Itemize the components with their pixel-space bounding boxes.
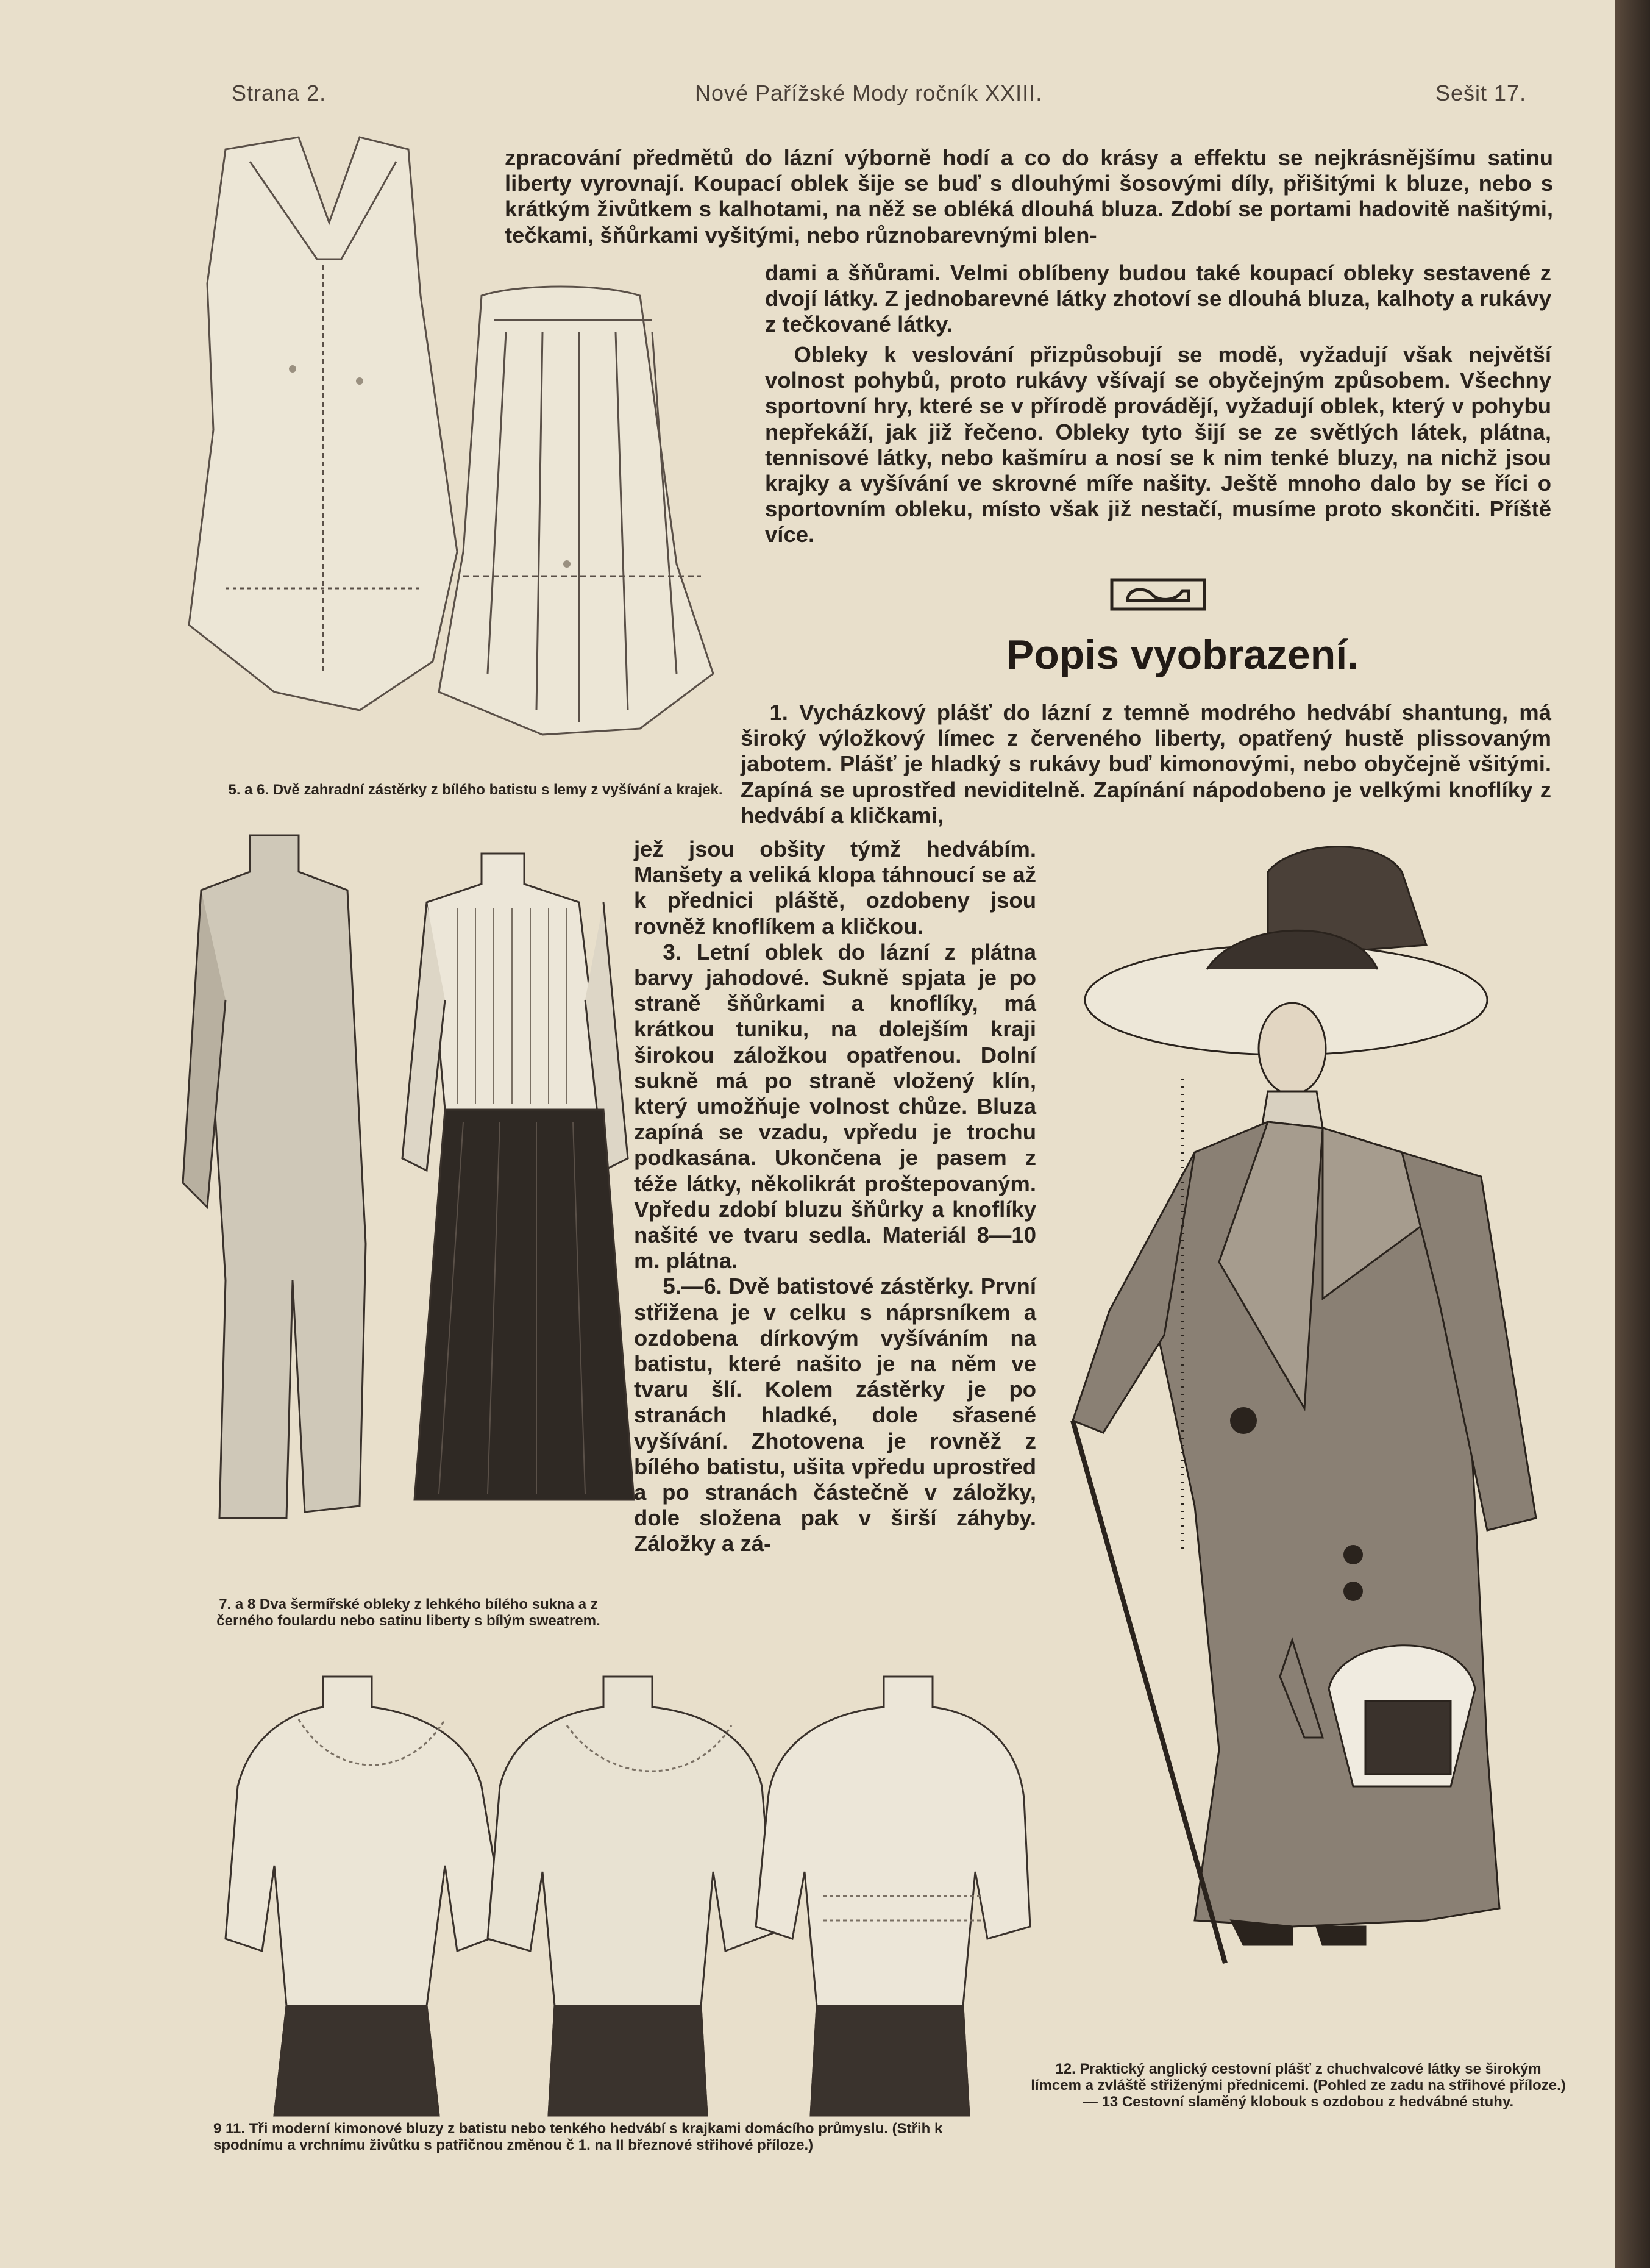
caption-figure-12-13: 12. Praktický anglický cestovní plášť z chuchvalcové látky se širokým límcem a zvláště střiženými přednicemi. (Pohled ze zadu na střihové příloze.) — 13 Cestovní slaměný klobouk s ozdobou z hedvábné stuhy. <box>1031 2061 1566 2110</box>
ornament-icon <box>1109 576 1207 613</box>
caption-figure-7-8: 7. a 8 Dva šermířské obleky z lehkého bílého sukna a z černého foulardu nebo satinu liberty s bílým sweatrem. <box>216 1596 600 1629</box>
figure-fencing-suits-illustration <box>183 817 646 1530</box>
description-column <box>634 836 1036 1557</box>
issue-number: Sešit 17. <box>1435 80 1527 105</box>
page-number: Strana 2. <box>232 80 327 105</box>
figure-aprons-illustration <box>177 125 738 759</box>
figure-travel-coat-illustration <box>1036 835 1585 1963</box>
body-text-narrow: dami a šňůrami. Velmi oblíbeny budou také koupací obleky sestavené z dvojí látky. Z jednobarevné látky zhotoví se dlouhá bluza, kalhoty a rukávy z tečkované látky. <box>765 260 1551 337</box>
description-item-1-cont: jež jsou obšity týmž hedvábím. Manšety a veliká klopa táhnoucí se až k přednici pláště, ozdobeny jsou rovněž knoflíkem a kličkou. <box>634 836 1036 939</box>
magazine-title: Nové Pařížské Mody ročník XXIII. <box>695 80 1043 105</box>
description-item-1: 1. Vycházkový plášť do lázní z temně modrého hedvábí shantung, má široký výložkový límec z červeného liberty, opatřený hustě plissovaným jabotem. Plášť je hladký s rukávy buď kimonovými, nebo obyčejně všitými. Zapíná se uprostřed neviditelně. Zapínání nápodobeno je velkými knoflíky z hedvábí a kličkami, <box>741 700 1551 828</box>
description-item-5-6: 5.—6. Dvě batistové zástěrky. První střižena je v celku s náprsníkem a ozdobena dírkovým vyšíváním na batistu, které našito je na něm ve tvaru šlí. Kolem zástěrky je po stranách hladké, dole sřasené vyšívání. Zhotovena je rovněž z bílého batistu, ušita vpředu uprostřed a po stranách částečně v záložky, dole složena pak v širší záhyby. Záložky a zá- <box>634 1274 1036 1557</box>
section-title: Popis vyobrazení. <box>1006 632 1359 678</box>
body-text-rowing: Obleky k veslování přizpůsobují se modě, vyžadují však největší volnost pohybů, proto rukávy všívají se obyčejným způsobem. Všechny sportovní hry, které se v přírodě provádějí, vyžadují oblek, který v pohybu nepřekáží, jak již řečeno. Obleky tyto šijí se ze světlých látek, plátna, tennisové látky, nebo kašmíru a nosí se k nim tenké bluzy, na nichž jsou krajky a vyšívání ve skrovné míře našity. Ještě mnoho dalo by se říci o sportovním obleku, místo však již nestačí, musíme proto skončiti. Příště více. <box>765 342 1551 547</box>
description-item-3: 3. Letní oblek do lázní z plátna barvy jahodové. Sukně spjata je po straně šňůrkami a knoflíky, má krátkou tuniku, na dolejším kraji širokou záložkou opatřenou. Dolní sukně má po straně vložený klín, který umožňuje volnost chůze. Bluza zapíná se vzadu, vpředu je trochu podkasána. Ukončena je pasem z téže látky, několikrát proštepovaným. Vpředu zdobí bluzu šňůrky a knoflíky našité ve tvaru sedla. Materiál 8—10 m. plátna. <box>634 939 1036 1274</box>
caption-figure-9-11: 9 11. Tři moderní kimonové bluzy z batistu nebo tenkého hedvábí s krajkami domácího průmyslu. (Střih k spodnímu a vrchnímu živůtku s patřičnou změnou č 1. na II březnové střihové příloze.) <box>213 2120 943 2153</box>
binding-edge <box>1615 0 1650 2268</box>
figure-blouses-illustration <box>226 1664 1030 2122</box>
body-text-wide: zpracování předmětů do lázní výborně hodí a co do krásy a effektu se nejkrásnějšímu satinu liberty vyrovnají. Koupací oblek šije se buď s dlouhými šosovými díly, přišitými k bluze, nebo s krátkým živůtkem s kalhotami, na něž se obléká dlouhá bluza. Zdobí se portami hadovitě našitými, tečkami, šňůrkami vyšitými, nebo různobarevnými blen- <box>505 145 1553 248</box>
caption-figure-5-6: 5. a 6. Dvě zahradní zástěrky z bílého batistu s lemy z vyšívání a krajek. <box>228 782 723 798</box>
